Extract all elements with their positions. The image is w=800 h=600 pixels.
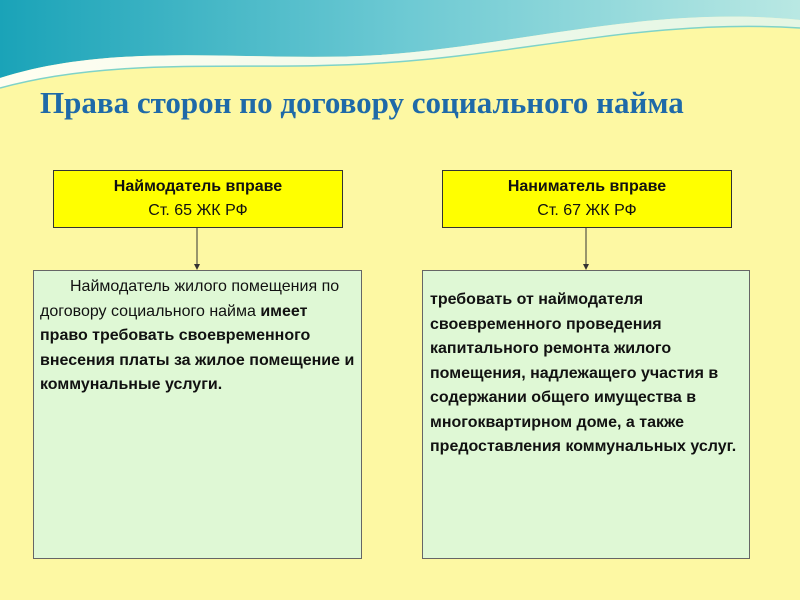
tenant-header-title: Наниматель вправе <box>507 178 667 195</box>
landlord-rights-text-bold: имеет право требовать своевременного внесения платы за жилое помещение и коммунальные услуги. <box>40 302 355 393</box>
tenant-header-box <box>442 170 732 228</box>
landlord-header-box <box>53 170 343 228</box>
landlord-rights-box <box>33 270 362 559</box>
landlord-header-title: Наймодатель вправе <box>113 178 283 195</box>
decorative-wave-banner <box>0 0 800 90</box>
page-title: Права сторон по договору социального найма <box>40 85 684 120</box>
landlord-rights-text <box>40 275 355 398</box>
tenant-rights-text: требовать от наймодателя своевременного проведения капитального ремонта жилого помещения, надлежащего участия в содержании общего имущества в многоквартирном доме, а также предоставления коммунальных услуг. <box>430 291 737 455</box>
tenant-rights-box <box>422 270 750 559</box>
landlord-header-article: Ст. 65 ЖК РФ <box>148 202 248 219</box>
landlord-rights-text-normal: Наймодатель жилого помещения по договору социального найма <box>40 278 340 320</box>
tenant-header-article: Ст. 67 ЖК РФ <box>537 202 637 219</box>
